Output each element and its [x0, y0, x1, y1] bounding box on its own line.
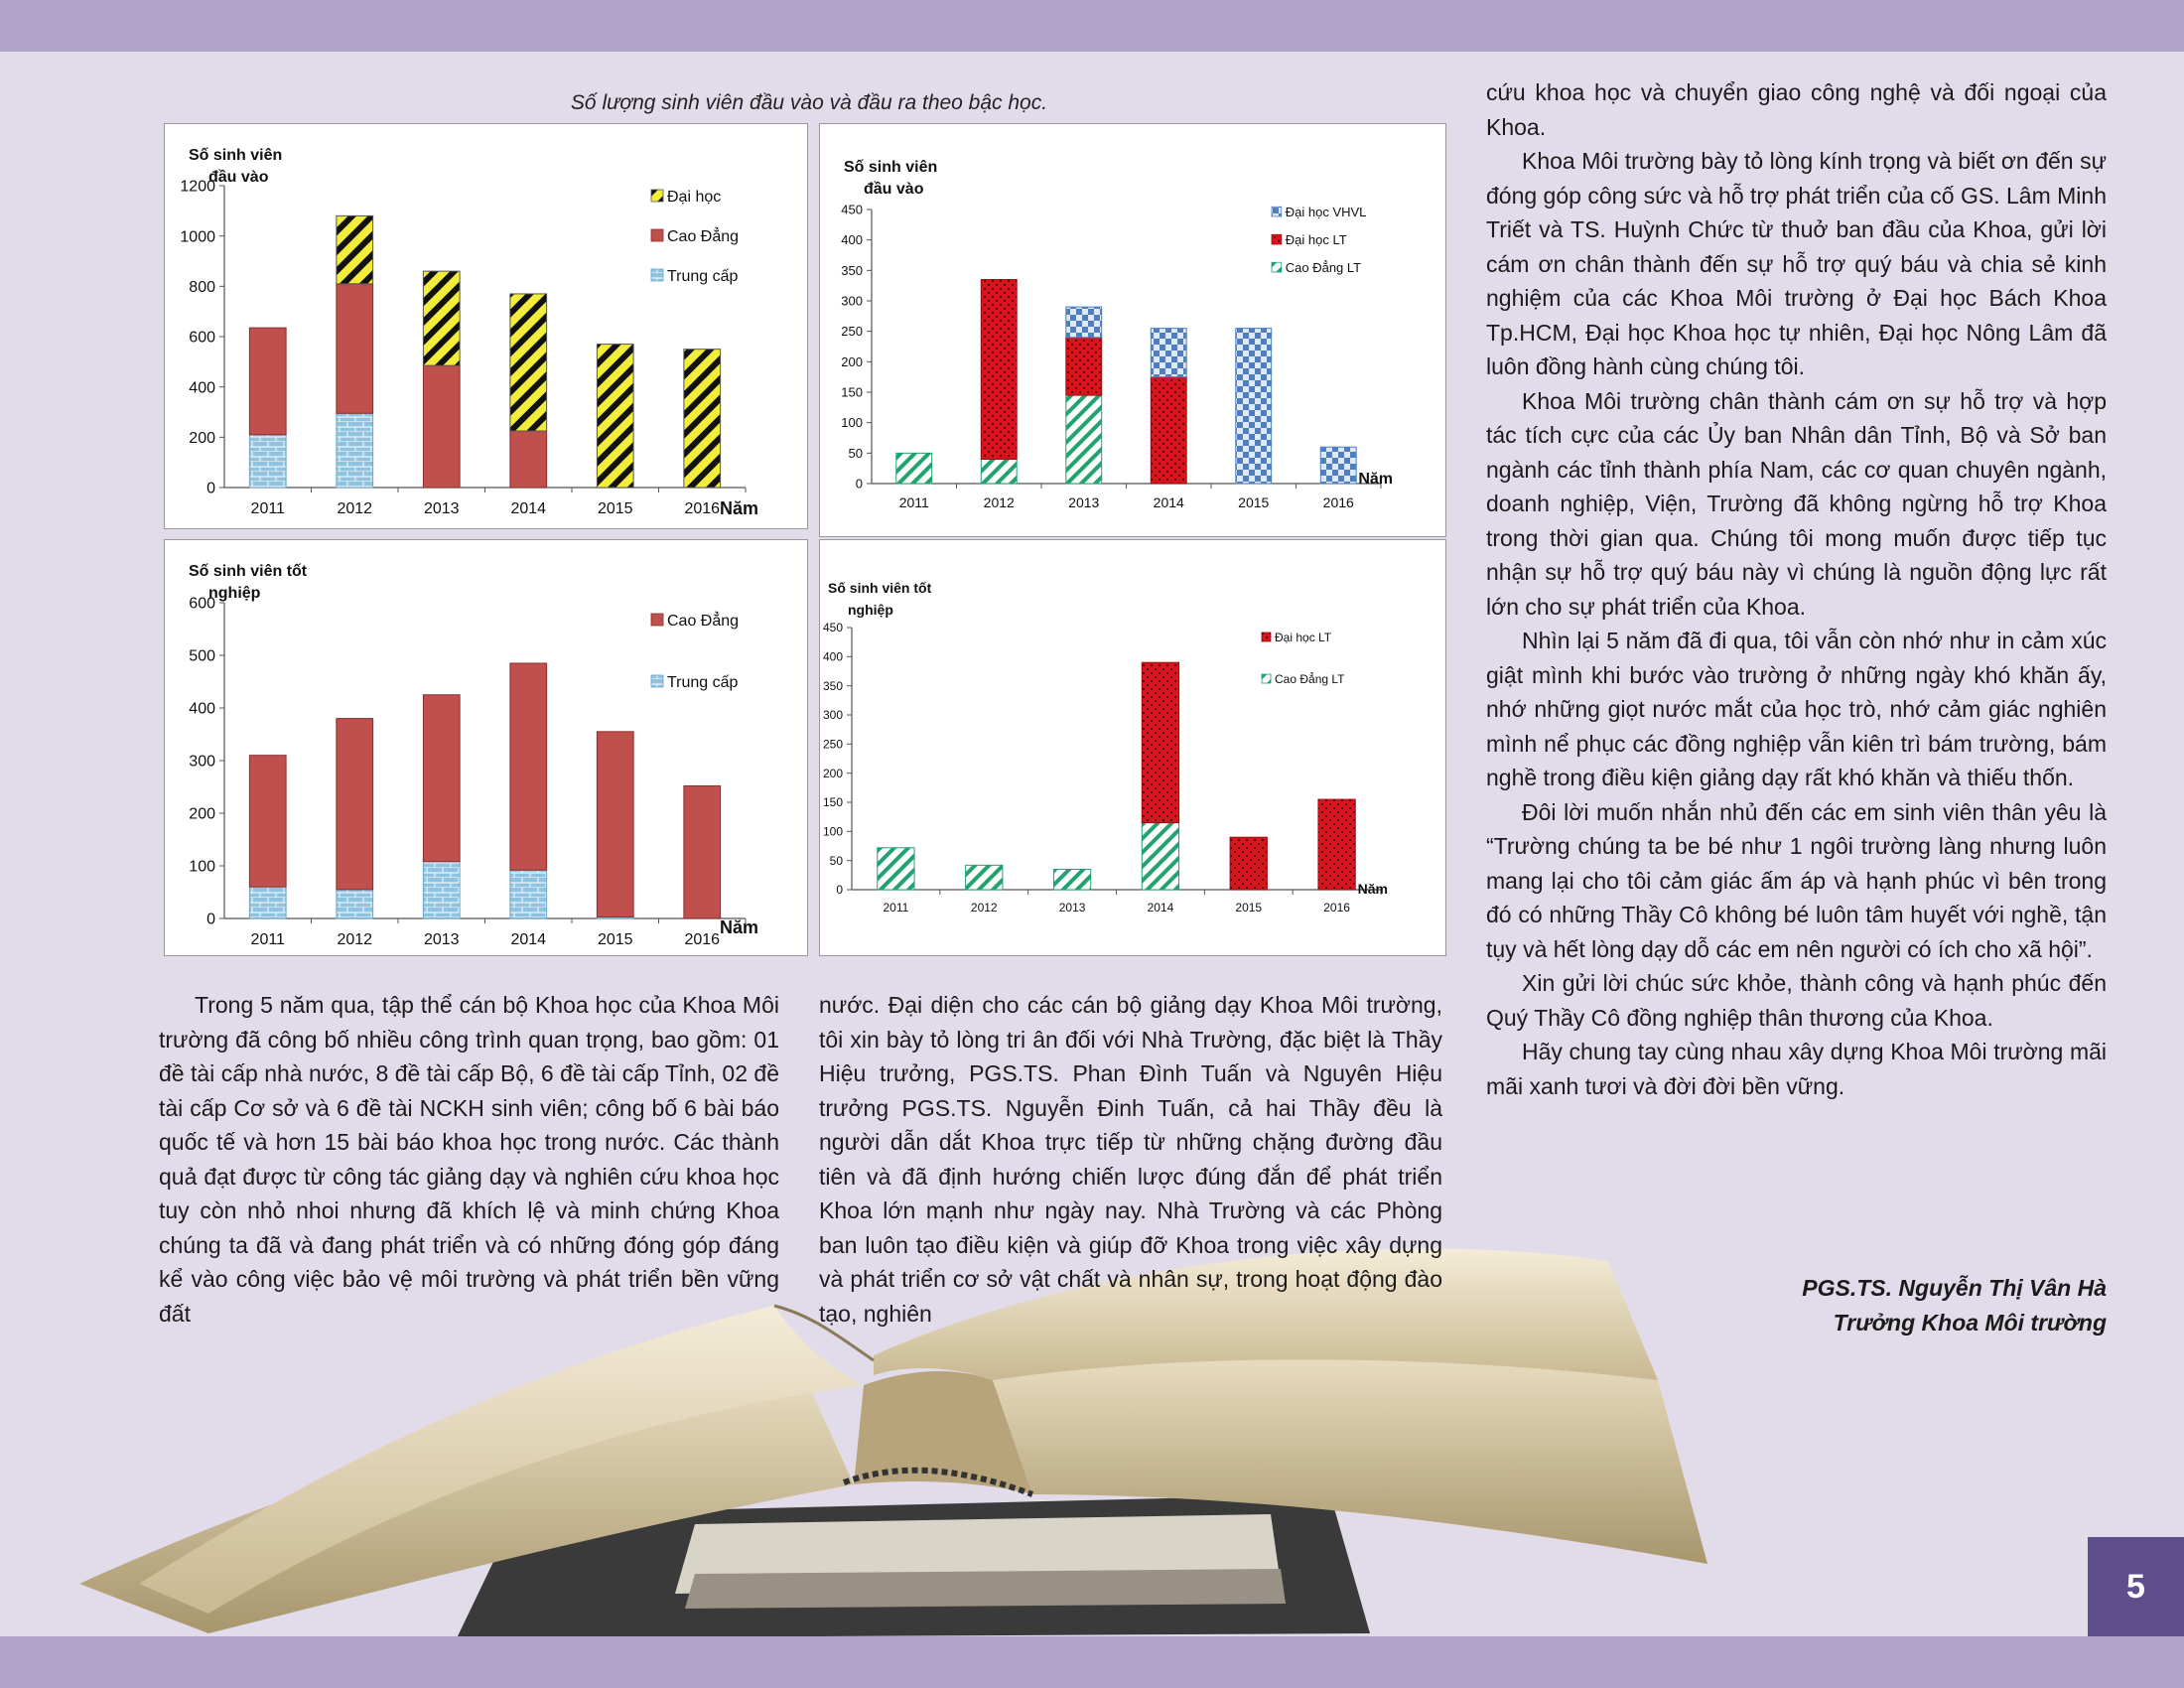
- article-paragraph: Nhìn lại 5 năm đã đi qua, tôi vẫn còn nhớ như in cảm xúc giật mình khi bước vào trường ở những ngày khó khăn ấy, nhớ những giọt nước mắt của học trò, nhớ cảm giác nghiên mình nể phục các đồng nghiệp vẫn kiên trì bám trường, bám nghề trong điều kiện giảng dạy rất khó khăn và thiếu thốn.: [1486, 628, 2107, 790]
- bar-cao-dang-2011: [249, 756, 286, 888]
- bar-dai-hoc-lt-2014: [1151, 377, 1186, 484]
- y-tick-label: 0: [206, 480, 215, 497]
- legend-label: Đại học LT: [1275, 631, 1332, 644]
- bar-cao-dang-lt-2011: [878, 848, 914, 890]
- legend-swatch-dai-hoc-lt: [1272, 234, 1282, 244]
- y-tick-label: 200: [189, 805, 215, 823]
- y-tick-label: 0: [836, 883, 843, 898]
- chart-intake-regular-svg: [165, 124, 807, 528]
- y-tick-label: 300: [189, 753, 215, 771]
- legend-swatch-cao-dang: [651, 614, 663, 626]
- x-tick-label: 2012: [337, 500, 373, 517]
- y-tick-label: 1200: [180, 178, 215, 196]
- signature-title: Trưởng Khoa Môi trường: [1833, 1310, 2107, 1336]
- y-axis-label: đầu vào: [208, 169, 269, 186]
- x-tick-label: 2011: [883, 901, 909, 914]
- bar-dai-hoc-lt-2015: [1230, 837, 1267, 890]
- bar-dai-hoc-vhvl-2014: [1151, 329, 1186, 377]
- article-paragraph: Đôi lời muốn nhắn nhủ đến các em sinh viên thân yêu là “Trường chúng ta be bé như 1 ngôi trường làng nhưng luôn mang lại cho tôi cảm giác ấm áp và hạnh phúc vì bên trong đó có những Thầy Cô không bé luôn tâm huyết với nghề, tận tụy và hết lòng dạy dỗ các em nên người có ích cho xã hội”.: [1486, 798, 2107, 962]
- article-left-column: [159, 988, 779, 1331]
- x-tick-label: 2013: [423, 500, 460, 517]
- bar-dai-hoc-2013: [423, 271, 460, 365]
- chart-graduates-bridge: [819, 539, 1446, 956]
- x-tick-label: 2015: [597, 500, 633, 517]
- article-paragraph: Xin gửi lời chúc sức khỏe, thành công và hạnh phúc đến Quý Thầy Cô đồng nghiệp thân thương của Khoa.: [1486, 970, 2107, 1031]
- x-axis-label: Năm: [1358, 471, 1393, 488]
- y-tick-label: 400: [822, 649, 843, 664]
- signature-block: [1489, 1271, 2107, 1340]
- legend-label: Cao Đẳng: [667, 228, 740, 245]
- legend-label: Trung cấp: [667, 674, 739, 691]
- bar-cao-dang-lt-2011: [896, 453, 932, 484]
- bar-dai-hoc-vhvl-2016: [1320, 447, 1356, 484]
- legend-swatch-dai-hoc-lt: [1262, 633, 1271, 641]
- bar-cao-dang-lt-2014: [1142, 823, 1178, 890]
- y-axis-label: nghiệp: [208, 585, 261, 602]
- signature-name: PGS.TS. Nguyễn Thị Vân Hà: [1802, 1275, 2107, 1301]
- legend-label: Đại học VHVL: [1285, 205, 1367, 219]
- y-tick-label: 400: [189, 379, 215, 397]
- y-tick-label: 100: [822, 824, 843, 839]
- bar-cao-dang-lt-2012: [966, 865, 1003, 890]
- y-tick-label: 150: [822, 795, 843, 810]
- bar-cao-dang-2013: [423, 365, 460, 488]
- legend-label: Cao Đẳng LT: [1285, 260, 1362, 275]
- x-tick-label: 2014: [1153, 494, 1184, 510]
- bar-trung-cap-2014: [510, 870, 547, 918]
- y-tick-label: 50: [829, 853, 843, 868]
- bar-dai-hoc-2016: [684, 350, 721, 488]
- chart-graduates-bridge-svg: [820, 540, 1445, 955]
- x-tick-label: 2016: [684, 500, 721, 517]
- x-tick-label: 2014: [1147, 901, 1174, 914]
- bar-dai-hoc-lt-2014: [1142, 662, 1178, 822]
- chart-intake-regular: [164, 123, 808, 529]
- bar-cao-dang-lt-2013: [1066, 395, 1102, 484]
- y-tick-label: 100: [189, 858, 215, 876]
- x-tick-label: 2012: [983, 494, 1015, 510]
- x-tick-label: 2012: [970, 901, 998, 914]
- x-tick-label: 2014: [510, 931, 547, 948]
- x-tick-label: 2015: [1235, 901, 1263, 914]
- bar-dai-hoc-vhvl-2013: [1066, 307, 1102, 338]
- article-paragraph: Khoa Môi trường chân thành cám ơn sự hỗ trợ và hợp tác tích cực của các Ủy ban Nhân dân Tỉnh, Bộ và Sở ban ngành các tỉnh thành phía Nam, các cơ quan chuyên ngành, doanh nghiệp, Viện, Trường đã không ngừng hỗ trợ Khoa trong thời gian qua. Chúng tôi mong muốn được tiếp tục nhận sự hỗ trợ quý báu này vì chúng là nguồn động lực rất lớn cho sự phát triển của Khoa.: [1486, 387, 2107, 620]
- article-paragraph: Trong 5 năm qua, tập thể cán bộ Khoa học của Khoa Môi trường đã công bố nhiều công trình quan trọng, bao gồm: 01 đề tài cấp nhà nước, 8 đề tài cấp Bộ, 6 đề tài cấp Tỉnh, 02 đề tài cấp Cơ sở và 6 đề tài NCKH sinh viên; công bố 6 bài báo quốc tế và hơn 15 bài báo khoa học trong nước. Các thành quả đạt được từ công tác giảng dạy và nghiên cứu khoa học tuy còn nhỏ nhoi nhưng đã khích lệ và minh chứng Khoa chúng ta đã và đang phát triển và có những đóng góp đáng kể vào công việc bảo vệ môi trường và phát triển bền vững đất: [159, 992, 779, 1327]
- y-tick-label: 250: [841, 324, 863, 340]
- bar-dai-hoc-2014: [510, 294, 547, 431]
- article-paragraph: Khoa Môi trường bày tỏ lòng kính trọng và biết ơn đến sự đóng góp công sức và hỗ trợ phát triển của cố GS. Lâm Minh Triết và TS. Huỳnh Chức từ thuở ban đầu của Khoa, gửi lời cám ơn chân thành đến sự hỗ trợ quý báu và chia sẻ kinh nghiệm của các Khoa Môi trường ở Đại học Bách Khoa Tp.HCM, Đại học Khoa học tự nhiên, Đại học Nông Lâm đã luôn đồng hành cùng chúng tôi.: [1486, 148, 2107, 379]
- bar-cao-dang-2011: [249, 328, 286, 435]
- y-tick-label: 600: [189, 329, 215, 347]
- page-number: 5: [2088, 1537, 2184, 1636]
- bar-cao-dang-2014: [510, 663, 547, 870]
- x-tick-label: 2012: [337, 931, 373, 948]
- top-band: [0, 0, 2184, 52]
- chart-graduates-regular: [164, 539, 808, 956]
- bar-cao-dang-2013: [423, 695, 460, 862]
- bar-cao-dang-lt-2013: [1053, 869, 1090, 890]
- legend-swatch-dai-hoc-vhvl: [1272, 207, 1282, 216]
- y-tick-label: 200: [189, 429, 215, 447]
- bar-cao-dang-2012: [337, 719, 373, 890]
- bar-trung-cap-2011: [249, 887, 286, 918]
- y-axis-label: Số sinh viên tốt: [828, 580, 932, 596]
- legend-label: Cao Đẳng LT: [1275, 672, 1345, 686]
- y-tick-label: 400: [189, 700, 215, 718]
- bar-dai-hoc-vhvl-2015: [1236, 329, 1272, 484]
- legend-swatch-cao-dang-lt: [1272, 262, 1282, 272]
- legend-label: Đại học: [667, 189, 722, 206]
- y-tick-label: 400: [841, 232, 863, 248]
- x-tick-label: 2016: [1322, 494, 1354, 510]
- y-axis-label: Số sinh viên tốt: [189, 563, 308, 580]
- y-tick-label: 50: [848, 445, 863, 461]
- x-tick-label: 2011: [250, 500, 285, 517]
- bar-cao-dang-2016: [684, 785, 721, 918]
- chart-caption: Số lượng sinh viên đầu vào và đầu ra theo bậc học.: [570, 91, 1048, 114]
- chart-intake-bridge: [819, 123, 1446, 537]
- x-tick-label: 2011: [250, 931, 285, 948]
- y-tick-label: 450: [822, 621, 843, 635]
- article-right-column: [1486, 75, 2107, 1103]
- x-tick-label: 2016: [684, 931, 721, 948]
- bar-dai-hoc-lt-2016: [1318, 799, 1355, 890]
- bar-cao-dang-2012: [337, 284, 373, 413]
- x-tick-label: 2011: [898, 494, 929, 510]
- article-paragraph: nước. Đại diện cho các cán bộ giảng dạy Khoa Môi trường, tôi xin bày tỏ lòng tri ân đối với Nhà Trường, đặc biệt là Thầy Hiệu trưởng, PGS.TS. Phan Đình Tuấn và Nguyên Hiệu trưởng PGS.TS. Nguyễn Đinh Tuấn, cả hai Thầy đều là người dẫn dắt Khoa trực tiếp từ những chặng đường đầu tiên và đã định hướng chiến lược đúng đắn để phát triển Khoa lớn mạnh như ngày nay. Nhà Trường và các Phòng ban luôn tạo điều kiện và giúp đỡ Khoa trong việc xây dựng và phát triển cơ sở vật chất và nhân sự, trong hoạt động đào tạo, nghiên: [819, 992, 1442, 1327]
- x-tick-label: 2015: [1238, 494, 1270, 510]
- legend-swatch-cao-dang: [651, 229, 663, 241]
- y-tick-label: 350: [822, 678, 843, 693]
- chart-graduates-regular-svg: [165, 540, 807, 955]
- x-tick-label: 2013: [423, 931, 460, 948]
- article-paragraph: Hãy chung tay cùng nhau xây dựng Khoa Môi trường mãi mãi xanh tươi và đời đời bền vững.: [1486, 1039, 2107, 1099]
- legend-swatch-dai-hoc: [651, 190, 663, 202]
- legend-label: Đại học LT: [1285, 232, 1347, 247]
- bar-dai-hoc-lt-2013: [1066, 338, 1102, 395]
- y-tick-label: 100: [841, 415, 863, 431]
- y-axis-label: Số sinh viên: [189, 147, 283, 164]
- y-tick-label: 150: [841, 384, 863, 400]
- y-axis-label: đầu vào: [864, 181, 924, 198]
- x-tick-label: 2016: [1323, 901, 1350, 914]
- chart-intake-bridge-svg: [820, 124, 1445, 536]
- bar-cao-dang-2014: [510, 431, 547, 488]
- bottom-band: [0, 1636, 2184, 1688]
- y-tick-label: 450: [841, 202, 863, 217]
- legend-swatch-trung-cap: [651, 675, 663, 687]
- y-tick-label: 600: [189, 595, 215, 613]
- y-tick-label: 1000: [180, 228, 215, 246]
- x-axis-label: Năm: [719, 498, 758, 518]
- y-tick-label: 250: [822, 737, 843, 752]
- bar-trung-cap-2012: [337, 413, 373, 488]
- article-paragraph: cứu khoa học và chuyển giao công nghệ và đối ngoại của Khoa.: [1486, 79, 2107, 140]
- y-tick-label: 800: [189, 278, 215, 296]
- y-tick-label: 300: [841, 293, 863, 309]
- x-axis-label: Năm: [1357, 881, 1388, 897]
- bar-dai-hoc-lt-2012: [981, 280, 1017, 460]
- x-tick-label: 2013: [1058, 901, 1086, 914]
- y-tick-label: 0: [206, 911, 215, 928]
- y-tick-label: 200: [841, 353, 863, 369]
- legend-swatch-trung-cap: [651, 269, 663, 281]
- legend-label: Trung cấp: [667, 268, 739, 285]
- x-tick-label: 2013: [1068, 494, 1100, 510]
- y-tick-label: 300: [822, 708, 843, 723]
- bar-trung-cap-2011: [249, 435, 286, 488]
- x-tick-label: 2015: [597, 931, 633, 948]
- bar-dai-hoc-2012: [337, 215, 373, 283]
- bar-dai-hoc-2015: [597, 345, 633, 488]
- x-tick-label: 2014: [510, 500, 547, 517]
- y-tick-label: 350: [841, 262, 863, 278]
- article-middle-column: [819, 988, 1442, 1331]
- legend-swatch-cao-dang-lt: [1262, 674, 1271, 683]
- bar-cao-dang-lt-2012: [981, 459, 1017, 484]
- bar-cao-dang-2015: [597, 732, 633, 917]
- y-axis-label: nghiệp: [848, 602, 893, 618]
- y-axis-label: Số sinh viên: [844, 159, 938, 176]
- x-axis-label: Năm: [719, 917, 758, 937]
- y-tick-label: 0: [855, 476, 863, 492]
- bar-trung-cap-2012: [337, 890, 373, 918]
- legend-label: Cao Đẳng: [667, 613, 740, 630]
- y-tick-label: 500: [189, 647, 215, 665]
- bar-trung-cap-2013: [423, 862, 460, 918]
- y-tick-label: 200: [822, 766, 843, 780]
